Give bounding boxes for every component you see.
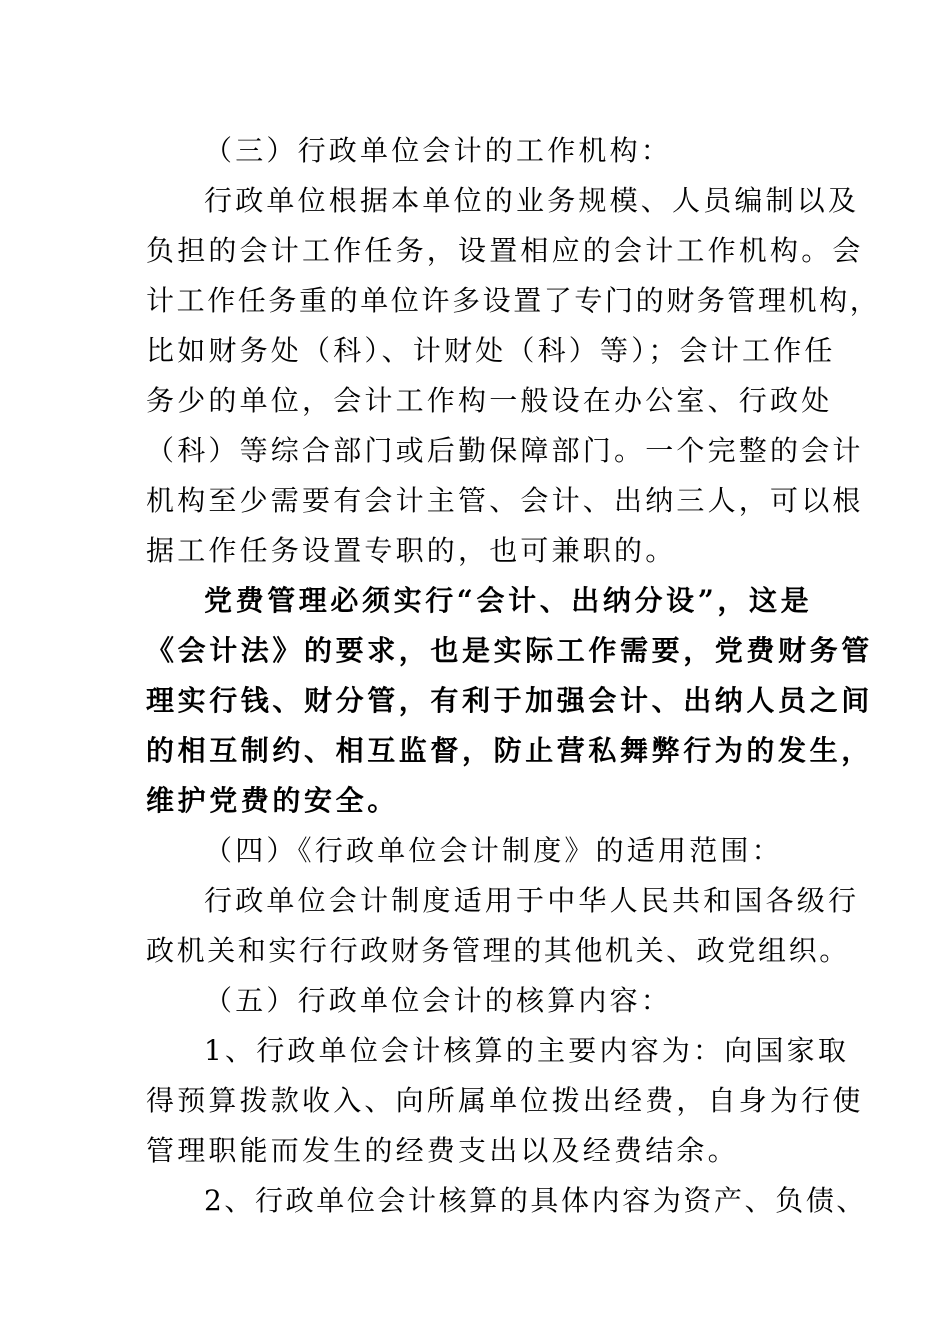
- paragraph-line: 据工作任务设置专职的，也可兼职的。: [146, 534, 677, 567]
- section-heading-5: （五）行政单位会计的核算内容：: [204, 984, 673, 1017]
- paragraph-line: 务少的单位，会计工作构一般设在办公室、行政处: [146, 384, 833, 417]
- paragraph-line: 维护党费的安全。: [146, 784, 399, 817]
- paragraph-line: 2、行政单位会计核算的具体内容为资产、负债、: [204, 1184, 868, 1217]
- paragraph-line: 的相互制约、相互监督，防止营私舞弊行为的发生，: [146, 734, 873, 767]
- paragraph-line: 党费管理必须实行“会计、出纳分设”，这是: [204, 584, 813, 617]
- paragraph-line: 行政单位根据本单位的业务规模、人员编制以及: [204, 184, 860, 217]
- paragraph-line: 计工作任务重的单位许多设置了专门的财务管理机构，: [146, 284, 881, 317]
- paragraph-main-content: [146, 1026, 864, 1176]
- paragraph-line: （科）等综合部门或后勤保障部门。一个完整的会计: [146, 434, 864, 467]
- paragraph-party-fee-management: [146, 576, 873, 826]
- paragraph-specific-content: [146, 1176, 868, 1226]
- paragraph-line: 管理职能而发生的经费支出以及经费结余。: [146, 1134, 739, 1167]
- document-page: [146, 126, 881, 1226]
- paragraph-accounting-organization: [146, 176, 881, 576]
- section-heading-4: （四）《行政单位会计制度》的适用范围：: [204, 834, 783, 867]
- paragraph-line: 得预算拨款收入、向所属单位拨出经费，自身为行使: [146, 1084, 864, 1117]
- paragraph-line: 《会计法》的要求，也是实际工作需要，党费财务管: [146, 634, 873, 667]
- paragraph-line: 比如财务处（科）、计财处（科）等）；会计工作任: [146, 334, 836, 367]
- section-heading-3: （三）行政单位会计的工作机构：: [204, 134, 673, 167]
- paragraph-line: 行政单位会计制度适用于中华人民共和国各级行: [204, 884, 860, 917]
- paragraph-line: 机构至少需要有会计主管、会计、出纳三人，可以根: [146, 484, 864, 517]
- paragraph-line: 负担的会计工作任务，设置相应的会计工作机构。会: [146, 234, 864, 267]
- paragraph-line: 1、行政单位会计核算的主要内容为：向国家取: [204, 1034, 850, 1067]
- paragraph-scope: [146, 876, 860, 976]
- paragraph-line: 理实行钱、财分管，有利于加强会计、出纳人员之间: [146, 684, 873, 717]
- paragraph-line: 政机关和实行行政财务管理的其他机关、政党组织。: [146, 934, 850, 967]
